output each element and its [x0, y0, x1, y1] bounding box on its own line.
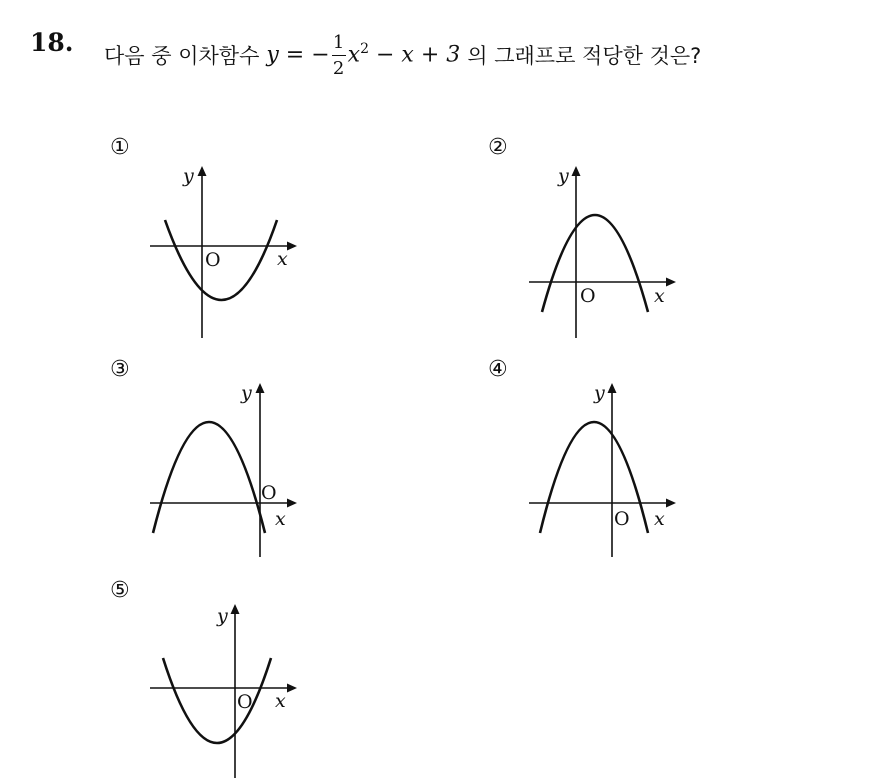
equation-variable: x: [347, 42, 361, 67]
stem-text-after: 의 그래프로 적당한 것은?: [467, 44, 702, 68]
choice-5[interactable]: [110, 578, 310, 778]
x-axis-label: x: [277, 248, 288, 270]
x-axis-arrow: [666, 499, 676, 508]
y-axis-arrow: [231, 604, 240, 614]
question-number: 18.: [30, 28, 74, 57]
equation: [266, 32, 460, 79]
choice-marker: ②: [488, 135, 508, 160]
equation-rest: − x + 3: [376, 42, 461, 67]
origin-label: O: [614, 508, 630, 530]
choice-2[interactable]: [488, 135, 688, 345]
parabola: [163, 658, 271, 743]
choice-marker: ④: [488, 357, 508, 382]
x-axis-arrow: [287, 499, 297, 508]
choice-marker: ①: [110, 135, 130, 160]
y-axis-label: y: [594, 382, 605, 404]
origin-label: O: [580, 285, 596, 307]
choice-4[interactable]: [488, 357, 688, 567]
choice-1[interactable]: [110, 135, 310, 345]
fraction-numerator: 1: [332, 31, 345, 53]
origin-label: O: [261, 482, 277, 504]
x-axis-arrow: [287, 684, 297, 693]
y-axis-arrow: [256, 383, 265, 393]
choice-marker: ③: [110, 357, 130, 382]
y-axis-label: y: [241, 382, 252, 404]
equation-fraction: [332, 32, 346, 79]
parabola: [165, 220, 277, 300]
x-axis-label: x: [275, 508, 286, 530]
x-axis-arrow: [287, 242, 297, 251]
graph-4: [526, 379, 686, 559]
origin-label: O: [205, 249, 221, 271]
y-axis-label: y: [217, 605, 228, 627]
graph-3: [145, 379, 305, 559]
fraction-denominator: 2: [332, 57, 345, 79]
graph-2: [526, 160, 686, 340]
question-18: [30, 20, 870, 90]
parabola: [153, 422, 265, 533]
graph-1: [145, 160, 305, 340]
y-axis-label: y: [183, 165, 194, 187]
y-axis-arrow: [608, 383, 617, 393]
x-axis-label: x: [654, 285, 665, 307]
y-axis-arrow: [572, 166, 581, 176]
stem-text-before: 다음 중 이차함수: [104, 44, 260, 68]
x-axis-arrow: [666, 278, 676, 287]
equation-exponent: 2: [360, 40, 369, 57]
choice-marker: ⑤: [110, 578, 130, 603]
x-axis-label: x: [654, 508, 665, 530]
y-axis-label: y: [558, 165, 569, 187]
x-axis-label: x: [275, 690, 286, 712]
equation-lhs: y = −: [266, 42, 330, 67]
parabola: [540, 422, 648, 533]
question-stem: [104, 20, 701, 90]
origin-label: O: [237, 691, 253, 713]
choice-3[interactable]: [110, 357, 310, 567]
graph-5: [145, 598, 305, 778]
y-axis-arrow: [198, 166, 207, 176]
